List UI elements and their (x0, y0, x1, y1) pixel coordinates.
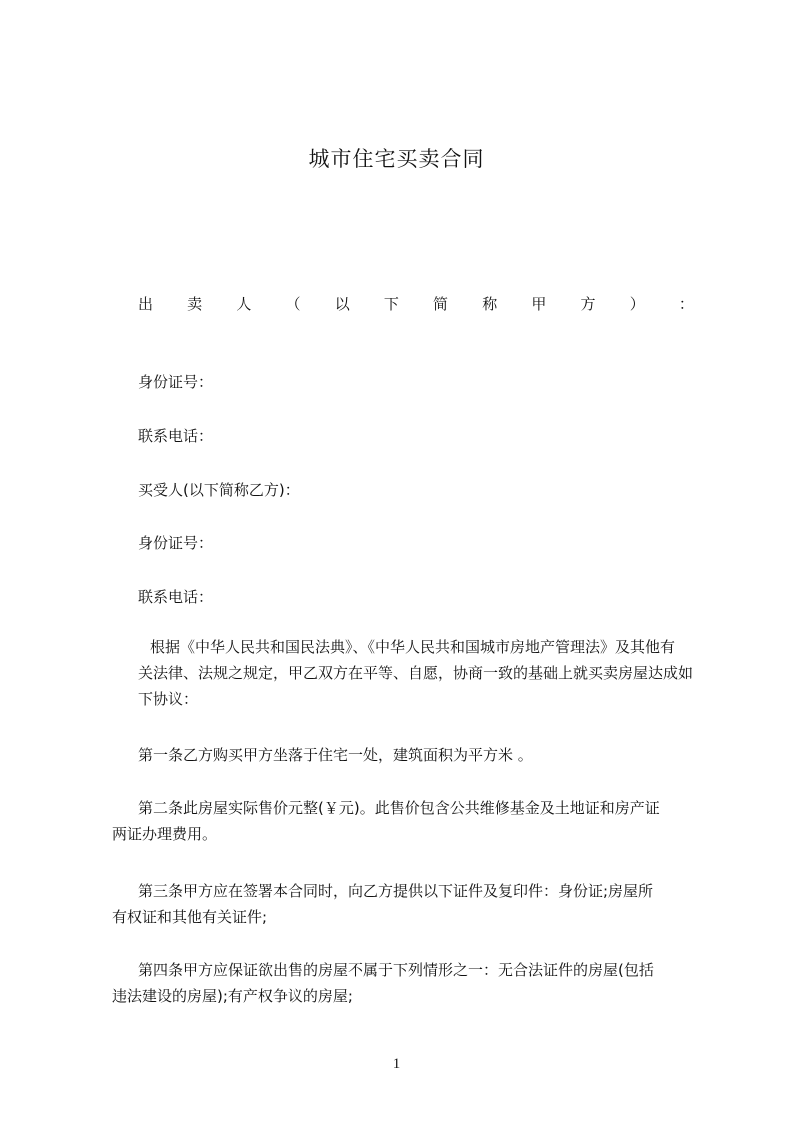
buyer-phone-label: 联系电话： (138, 588, 214, 606)
intro-line-3: 下协议： (138, 690, 199, 708)
article-4-line-2: 违法建设的房屋);有产权争议的房屋; (112, 987, 353, 1005)
article-2-line-2: 两证办理费用。 (112, 825, 218, 843)
seller-char: 简 (433, 295, 449, 313)
contract-title: 城市住宅买卖合同 (308, 147, 485, 171)
intro-paragraph (138, 634, 713, 712)
seller-char: 下 (383, 295, 399, 313)
seller-char: ： (678, 295, 694, 313)
article-3-line-1: 第三条甲方应在签署本合同时，向乙方提供以下证件及复印件：身份证;房屋所 (138, 882, 654, 900)
seller-char: 以 (334, 295, 350, 313)
intro-line-1: 根据《中华人民共和国民法典》、《中华人民共和国城市房地产管理法》及其他有 (150, 638, 676, 656)
article-3-line-2: 有权证和其他有关证件; (112, 908, 268, 926)
article-2 (112, 795, 701, 847)
seller-char: （ (285, 295, 301, 313)
article-4-line-1: 第四条甲方应保证欲出售的房屋不属于下列情形之一：无合法证件的房屋(包括 (138, 961, 654, 979)
article-4 (112, 957, 701, 1009)
seller-id-label: 身份证号： (138, 373, 214, 391)
buyer-id-label: 身份证号： (138, 534, 214, 552)
seller-char: 卖 (187, 295, 203, 313)
seller-char: 甲 (531, 295, 547, 313)
page-number: 1 (392, 1056, 401, 1072)
seller-phone-label: 联系电话： (138, 427, 214, 445)
seller-line (138, 293, 694, 314)
seller-char: ） (629, 295, 645, 313)
buyer-label: 买受人(以下简称乙方)： (138, 481, 300, 499)
seller-char: 出 (138, 295, 154, 313)
seller-char: 人 (236, 295, 252, 313)
seller-char: 方 (580, 295, 596, 313)
article-2-line-1: 第二条此房屋实际售价元整(￥元)。此售价包含公共维修基金及土地证和房产证 (138, 799, 660, 817)
intro-line-2: 关法律、法规之规定，甲乙双方在平等、自愿，协商一致的基础上就买卖房屋达成如 (138, 664, 694, 682)
seller-char: 称 (482, 295, 498, 313)
article-1: 第一条乙方购买甲方坐落于住宅一处，建筑面积为平方米 。 (138, 746, 533, 764)
article-3 (112, 878, 701, 930)
